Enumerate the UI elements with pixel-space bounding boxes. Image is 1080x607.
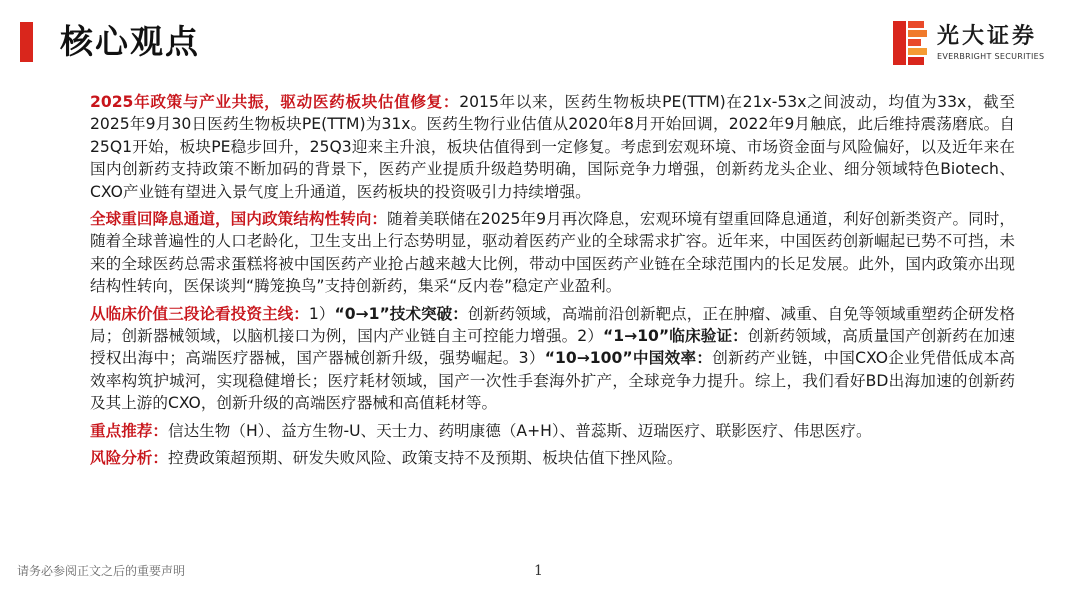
paragraph-heading: 2025年政策与产业共振，驱动医药板块估值修复：: [90, 93, 460, 111]
title-accent-bar: [20, 22, 33, 62]
paragraph-investment-themes: [90, 303, 1015, 415]
paragraph-recommendations: [90, 420, 1015, 442]
theme-bold-label: “10→100”中国效率：: [544, 349, 713, 368]
page-title: 核心观点: [60, 22, 200, 61]
paragraph-text-segment: 1）: [308, 304, 335, 323]
key-points-body: [90, 91, 1015, 475]
footer-disclaimer: 请务必参阅正文之后的重要声明: [17, 564, 186, 578]
theme-bold-label: “1→10”临床验证：: [603, 327, 748, 346]
logo-chinese-name: 光大证券: [937, 24, 1038, 49]
paragraph-text-segment: 创新药领域，高端前沿创新靶点，正在肿瘤、减重、自免等领域重塑药企研发格局；创新器械领域，以脑机接口为例，国内产业链自主可控能力增强。2）: [90, 304, 1015, 346]
paragraph-heading: 风险分析：: [90, 449, 168, 468]
paragraph-risks: [90, 447, 1015, 469]
paragraph-text-segment: 创新药产业链，中国CXO企业凭借低成本高效率构筑护城河，实现稳健增长；医疗耗材领域，国产一次性手套海外扩产，全球竞争力提升。综上，我们看好BD出海加速的创新药及其上游的CXO，创新升级的高端医疗器械和高值耗材等。: [90, 349, 1015, 413]
paragraph-heading: 重点推荐：: [90, 421, 168, 440]
everbright-logo-icon: [893, 21, 927, 65]
paragraph-text: 信达生物（H）、益方生物-U、天士力、药明康德（A+H）、普蕊斯、迈瑞医疗、联影医疗、伟思医疗。: [167, 421, 872, 440]
paragraph-valuation: [90, 91, 1015, 203]
paragraph-heading: 全球重回降息通道，国内政策结构性转向：: [90, 210, 387, 229]
paragraph-text: 2015年以来，医药生物板块PE(TTM)在21x-53x之间波动，均值为33x，截至2025年9月30日医药生物板块PE(TTM)为31x。医药生物行业估值从2020年8月开始回调，2022年9月触底，此后维持震荡磨底。自25Q1开始，板块PE稳步回升，25Q3迎来主升浪，板块估值得到一定修复。考虑到宏观环境、市场资金面与风险偏好，以及近年来在国内创新药支持政策不断加码的背景下，医药产业提质升级趋势明确，国际竞争力增强，创新药龙头企业、细分领域特色Biotech、CXO产业链有望进入景气度上升通道，医药板块的投资吸引力持续增强。: [90, 93, 1015, 201]
paragraph-text-segment: 创新药领域，高质量国产创新药在加速授权出海中；高端医疗器械，国产器械创新升级，强势崛起。3）: [90, 327, 1015, 368]
theme-bold-label: “0→1”技术突破：: [334, 304, 468, 323]
paragraph-heading: 从临床价值三段论看投资主线：: [90, 304, 309, 323]
paragraph-text: 控费政策超预期、研发失败风险、政策支持不及预期、板块估值下挫风险。: [167, 449, 683, 468]
paragraph-text: 随着美联储在2025年9月再次降息，宏观环境有望重回降息通道，利好创新类资产。同时，随着全球普遍性的人口老龄化，卫生支出上行态势明显，驱动着医药产业的全球需求扩容。近年来，中国医药创新崛起已势不可挡，未来的全球医药总需求蛋糕将被中国医药产业抢占越来越大比例，带动中国医药产业链在全球范围内的长足发展。此外，国内政策亦出现结构性转向，医保谈判“腾笼换鸟”支持创新药，集采“反内卷”稳定产业盈利。: [90, 210, 1015, 296]
paragraph-macro-policy: [90, 208, 1015, 298]
page-number: 1: [534, 563, 543, 579]
company-logo: [893, 21, 1068, 69]
logo-english-name: EVERBRIGHT SECURITIES: [937, 52, 1045, 61]
